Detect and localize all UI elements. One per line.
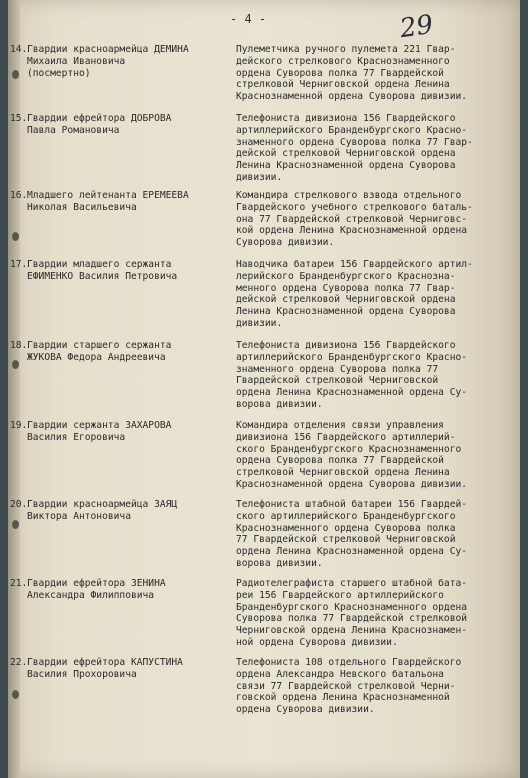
recipient-name (27, 578, 237, 602)
recipient-role (236, 657, 518, 716)
recipient-name (27, 499, 237, 523)
recipient-name-line: Павла Романовича (27, 124, 120, 136)
recipient-name-line: Михаила Ивановича (27, 55, 126, 67)
recipient-role (236, 113, 518, 184)
recipient-role-line: стрелковой Черниговской ордена Ленина (236, 467, 450, 479)
recipient-role-line: говской ордена Ленина Краснознаменной (236, 692, 450, 704)
entry-number: 21. (10, 578, 28, 589)
recipient-role-line: Командира отделения связи управления (236, 420, 444, 431)
recipient-role-line: дивизии. (236, 171, 283, 183)
recipient-role (236, 190, 518, 249)
recipient-name (27, 259, 237, 283)
recipient-role-line: знаменного ордена Суворова полка 77 (236, 363, 439, 375)
recipient-name-line: Виктора Антоновича (27, 510, 131, 522)
recipient-name-line: Гвардии ефрейтора ДОБРОВА (27, 113, 172, 124)
recipient-role-line: Телефониста дивизиона 156 Гвардейского (236, 113, 456, 124)
recipient-name-line: (посмертно) (27, 67, 91, 79)
recipient-role-line: дейской стрелковой Черниговской ордена (236, 294, 456, 306)
recipient-role-line: ского артиллерийского Бранденбургского (236, 510, 456, 522)
recipient-role (236, 499, 518, 570)
recipient-name-line: Гвардии старшего сержанта (27, 340, 172, 351)
recipient-role-line: артиллерийского Бранденбургского Красно- (236, 124, 468, 136)
recipient-role-line: Ленина Краснознаменной ордена Суворова (236, 160, 456, 172)
recipient-role-line: Суворова полка 77 Гвардейской стрелковой (236, 613, 468, 625)
recipient-role-line: кой ордена Ленина Краснознаменной ордена (236, 225, 468, 237)
recipient-role-line: ордена Суворова дивизии. (236, 704, 375, 716)
recipient-name-line: Гвардии красноармейца ДЕМИНА (27, 44, 189, 55)
recipient-name-line: ЕФИМЕНКО Василия Петровича (27, 270, 178, 282)
recipient-role (236, 420, 518, 491)
recipient-role-line: лерийского Бранденбургского Краснозна- (236, 270, 456, 282)
recipient-role-line: ского Бранденбургского Краснознаменного (236, 443, 462, 455)
recipient-role-line: реи 156 Гвардейского артиллерийского (236, 589, 444, 601)
recipient-role (236, 259, 518, 330)
recipient-name (27, 190, 237, 214)
recipient-role-line: Командира стрелкового взвода отдельного (236, 190, 462, 201)
recipient-name (27, 340, 237, 364)
recipient-role-line: дейской стрелковой Черниговской ордена (236, 148, 456, 160)
entry-number: 17. (10, 259, 28, 270)
recipient-name-line: Василия Егоровича (27, 431, 126, 443)
recipient-role (236, 578, 518, 649)
recipient-name-line: Гвардии ефрейтора ЗЕНИНА (27, 578, 166, 589)
recipient-role-line: Ленина Краснознаменной ордена Суворова (236, 306, 456, 318)
archive-stamp-number: 29 (398, 9, 436, 45)
recipient-role-line: знаменного ордена Суворова полка 77 Гвар- (236, 136, 473, 148)
recipient-role-line: связи 77 Гвардейской стрелковой Черни- (236, 680, 456, 692)
recipient-role-line: Краснознаменной ордена Суворова дивизии. (236, 478, 468, 490)
entry-number: 16. (10, 190, 28, 201)
recipient-role (236, 44, 518, 103)
recipient-role-line: она 77 Гвардейской стрелковой Черниговс- (236, 213, 468, 225)
recipient-role-line: ордена Ленина Краснознаменной ордена Су- (236, 387, 468, 399)
recipient-name (27, 657, 237, 681)
recipient-name (27, 420, 237, 444)
recipient-role-line: ордена Ленина Краснознаменной ордена Су- (236, 546, 468, 558)
recipient-role-line: дивизии. (236, 317, 283, 329)
recipient-name-line: Гвардии младшего сержанта (27, 259, 172, 270)
recipient-role-line: ворова дивизии. (236, 557, 323, 569)
document-page (8, 0, 520, 778)
entry-number: 18. (10, 340, 28, 351)
recipient-role-line: Гвардейской стрелковой Черниговской (236, 375, 439, 387)
recipient-role-line: артиллерийского Бранденбургского Красно- (236, 351, 468, 363)
recipient-role-line: Черниговской ордена Ленина Краснознамен- (236, 625, 468, 637)
recipient-name-line: Гвардии ефрейтора КАПУСТИНА (27, 657, 183, 668)
page-number: - 4 - (230, 12, 267, 26)
recipient-role-line: менного ордена Суворова полка 77 Гвар- (236, 282, 456, 294)
recipient-role-line: ордена Суворова полка 77 Гвардейской (236, 67, 444, 79)
recipient-role (236, 340, 518, 411)
recipient-role-line: Суворова дивизии. (236, 237, 335, 249)
recipient-role-line: ворова дивизии. (236, 398, 323, 410)
recipient-role-line: дивизиона 156 Гвардейского артиллерий- (236, 431, 456, 443)
recipient-name (27, 113, 237, 137)
recipient-role-line: ордена Суворова полка 77 Гвардейской (236, 455, 444, 467)
recipient-role-line: дейского стрелкового Краснознаменного (236, 55, 450, 67)
recipient-role-line: ордена Александра Невского батальона (236, 668, 444, 680)
entry-number: 20. (10, 499, 28, 510)
entry-number: 22. (10, 657, 28, 668)
recipient-role-line: Телефониста 108 отдельного Гвардейского (236, 657, 462, 668)
recipient-role-line: Краснознаменной ордена Суворова дивизии. (236, 91, 468, 103)
recipient-name-line: Младшего лейтенанта ЕРЕМЕЕВА (27, 190, 189, 201)
recipient-name (27, 44, 237, 79)
recipient-name-line: ЖУКОВА Федора Андреевича (27, 351, 166, 363)
entry-number: 19. (10, 420, 28, 431)
recipient-role-line: Телефониста дивизиона 156 Гвардейского (236, 340, 456, 351)
recipient-name-line: Василия Прохоровича (27, 668, 137, 680)
recipient-role-line: Пулеметчика ручного пулемета 221 Гвар- (236, 44, 456, 55)
recipient-name-line: Александра Филипповича (27, 589, 155, 601)
recipient-role-line: 77 Гвардейской стрелковой Черниговской (236, 534, 456, 546)
recipient-role-line: стрелковой Черниговской ордена Ленина (236, 79, 450, 91)
recipient-role-line: Краснознаменного ордена Суворова полка (236, 522, 456, 534)
recipient-role-line: Бранденбургского Краснознаменного ордена (236, 601, 468, 613)
entry-number: 15. (10, 113, 28, 124)
recipient-name-line: Николая Васильевича (27, 201, 137, 213)
recipient-name-line: Гвардии красноармейца ЗАЯЦ (27, 499, 178, 510)
recipient-role-line: Радиотелеграфиста старшего штабной бата- (236, 578, 468, 589)
recipient-name-line: Гвардии сержанта ЗАХАРОВА (27, 420, 172, 431)
entry-number: 14. (10, 44, 28, 55)
recipient-role-line: Гвардейского учебного стрелкового баталь- (236, 201, 473, 213)
recipient-role-line: Телефониста штабной батареи 156 Гвардей- (236, 499, 468, 510)
recipient-role-line: ной ордена Суворова дивизии. (236, 636, 398, 648)
recipient-role-line: Наводчика батареи 156 Гвардейского артил- (236, 259, 473, 270)
